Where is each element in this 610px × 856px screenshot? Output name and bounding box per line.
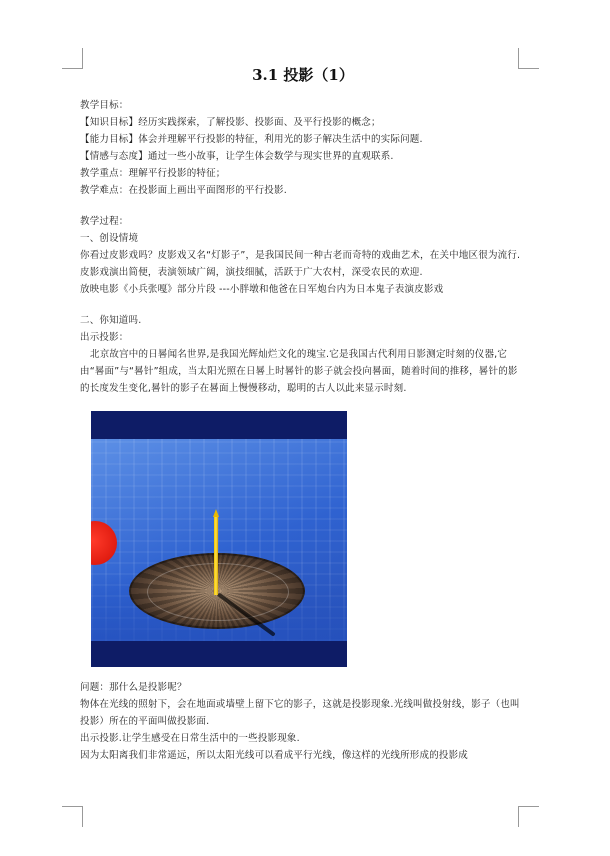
difficulty: 教学难点：在投影面上画出平面图形的平行投影. (80, 185, 287, 196)
image-top-band (91, 411, 347, 439)
page-title: 3.1 投影（1） (252, 66, 354, 84)
definition-paragraph: 物体在光线的照射下，会在地面或墙壁上留下它的影子，这就是投影现象.光线叫做投射线，影子（也叫投影）所在的平面叫做投影面. (80, 699, 520, 727)
sunlight-paragraph: 因为太阳离我们非常遥远，所以太阳光线可以看成平行光线，像这样的光线所形成的投影成 (80, 750, 469, 761)
image-bottom-band (91, 641, 347, 667)
spacer (80, 199, 526, 213)
document-page (80, 64, 526, 764)
section1-paragraph: 你看过皮影戏吗？皮影戏又名“灯影子”，是我国民间一种古老而奇特的戏曲艺术，在关中地区很为流行.皮影戏演出简便，表演领域广阔，演技细腻，活跃于广大农村，深受农民的欢迎. (80, 250, 521, 278)
crop-mark-bottom-left (62, 806, 83, 827)
gnomon-tip (213, 509, 219, 517)
sundial-image (91, 411, 347, 667)
section2-subtitle: 出示投影： (80, 332, 129, 343)
crop-mark-bottom-right (518, 806, 539, 827)
key-point: 教学重点：理解平行投影的特征； (80, 168, 226, 179)
question-line: 问题：那什么是投影呢？ (80, 682, 187, 693)
section1-film-note: 放映电影《小兵张嘎》部分片段 ---小胖墩和他爸在日军炮台内为日本鬼子表演皮影戏 (80, 284, 444, 295)
section2-paragraph: 北京故宫中的日晷闻名世界,是我国光辉灿烂文化的瑰宝.它是我国古代利用日影测定时刻的仪器,它由“晷面”与“晷针”组成，当太阳光照在日晷上时晷针的影子就会投向晷面，随着时间的推移，晷针的影的长度发生变化,晷针的影子在晷面上慢慢移动，聪明的古人以此来显示时刻. (80, 349, 518, 394)
show-projection-line: 出示投影.让学生感受在日常生活中的一些投影现象. (80, 733, 300, 744)
section1-title: 一、创设情境 (80, 233, 139, 244)
goal-knowledge: 【知识目标】经历实践探索，了解投影、投影面、及平行投影的概念； (80, 117, 381, 128)
goal-ability: 【能力目标】体会并理解平行投影的特征，利用光的影子解决生活中的实际问题. (80, 134, 423, 145)
process-heading: 教学过程： (80, 216, 129, 227)
goal-emotion: 【情感与态度】通过一些小故事，让学生体会数学与现实世界的直观联系. (80, 151, 394, 162)
section2-title: 二、你知道吗. (80, 315, 142, 326)
gnomon-pin (214, 517, 218, 595)
spacer (80, 298, 526, 312)
goals-heading: 教学目标： (80, 100, 129, 111)
